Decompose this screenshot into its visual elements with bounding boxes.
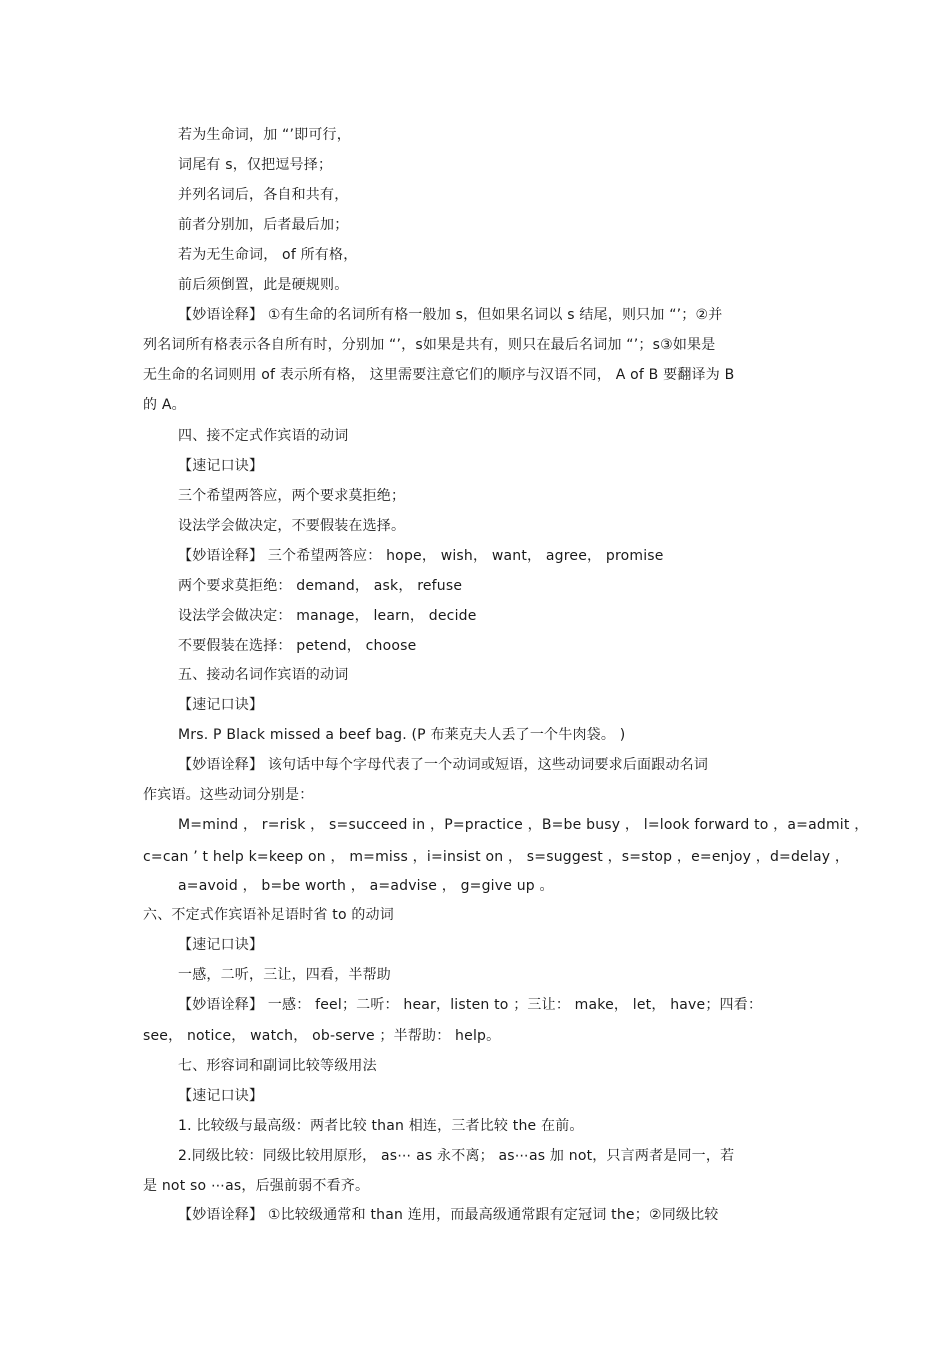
text-line: see， notice， watch， ob-serve ；半帮助： help。 <box>143 1028 501 1044</box>
text-line: 设法学会做决定，不要假装在选择。 <box>178 518 406 534</box>
text-line: 若为生命词，加 “’即可行， <box>178 127 351 143</box>
text-line: 【妙语诠释】 三个希望两答应： hope， wish， want， agree， promise <box>178 548 664 564</box>
section-heading: 四、接不定式作宾语的动词 <box>178 428 349 444</box>
text-line: 【妙语诠释】 ①比较级通常和 than 连用，而最高级通常跟有定冠词 the；②同级比较 <box>178 1207 719 1223</box>
text-line: 【速记口诀】 <box>178 1088 264 1104</box>
text-line: 前后须倒置，此是硬规则。 <box>178 277 349 293</box>
text-line: 【速记口诀】 <box>178 458 264 474</box>
text-line: a=avoid ， b=be worth ， a=advise ， g=give up 。 <box>178 878 554 894</box>
text-line: Mrs. P Black missed a beef bag. (P 布莱克夫人丢了一个牛肉袋。 ) <box>178 727 626 743</box>
text-line: 是 not so ⋯as，后强前弱不看齐。 <box>143 1178 370 1194</box>
text-line: 词尾有 s，仅把逗号择； <box>178 157 333 173</box>
text-line: 不要假装在选择： petend， choose <box>178 638 417 654</box>
text-line: 2.同级比较：同级比较用原形， as⋯ as 永不离； as⋯as 加 not，只言两者是同一，若 <box>178 1148 735 1164</box>
text-line: M=mind ， r=risk ， s=succeed in ，P=practice ，B=be busy ， l=look forward to ，a=admit ， <box>178 817 869 833</box>
text-line: 前者分别加，后者最后加； <box>178 217 349 233</box>
text-line: 作宾语。这些动词分别是： <box>143 787 314 803</box>
text-line: 列名词所有格表示各自所有时，分别加 “’，s如果是共有，则只在最后名词加 “’；s③如果是 <box>143 337 716 353</box>
section-heading: 六、不定式作宾语补足语时省 to 的动词 <box>143 907 394 923</box>
text-line: 设法学会做决定： manage， learn， decide <box>178 608 477 624</box>
section-heading: 七、形容词和副词比较等级用法 <box>178 1058 377 1074</box>
text-line: c=can ’ t help k=keep on ， m=miss ，i=insist on ， s=suggest ，s=stop ，e=enjoy ，d=delay ， <box>143 849 850 865</box>
text-line: 【妙语诠释】 一感： feel；二听： hear，listen to ；三让： make， let， have；四看： <box>178 997 763 1013</box>
text-line: 一感，二听，三让，四看，半帮助 <box>178 967 391 983</box>
section-heading: 五、接动名词作宾语的动词 <box>178 667 349 683</box>
text-line: 【速记口诀】 <box>178 937 264 953</box>
text-line: 的 A。 <box>143 397 186 413</box>
text-line: 无生命的名词则用 of 表示所有格， 这里需要注意它们的顺序与汉语不同， A of B 要翻译为 B <box>143 367 735 383</box>
text-line: 两个要求莫拒绝： demand， ask， refuse <box>178 578 463 594</box>
text-line: 【速记口诀】 <box>178 697 264 713</box>
text-line: 【妙语诠释】 ①有生命的名词所有格一般加 s，但如果名词以 s 结尾，则只加 “’；②并 <box>178 307 723 323</box>
text-line: 若为无生命词， of 所有格， <box>178 247 358 263</box>
text-line: 1. 比较级与最高级：两者比较 than 相连，三者比较 the 在前。 <box>178 1118 584 1134</box>
text-line: 【妙语诠释】 该句话中每个字母代表了一个动词或短语，这些动词要求后面跟动名词 <box>178 757 709 773</box>
text-line: 三个希望两答应，两个要求莫拒绝； <box>178 488 406 504</box>
text-line: 并列名词后，各自和共有， <box>178 187 349 203</box>
